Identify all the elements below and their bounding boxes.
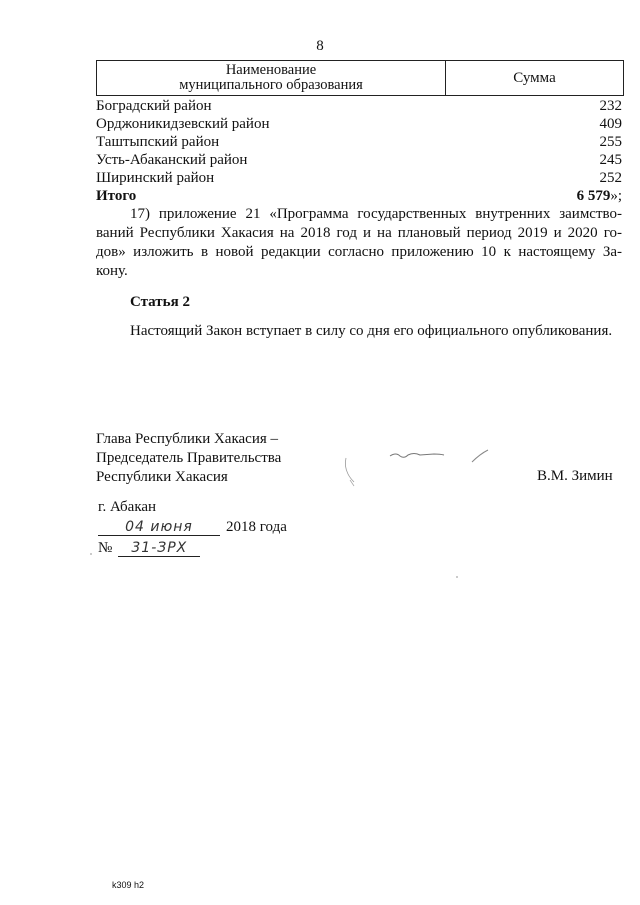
row-name: Боградский район [96, 98, 212, 114]
column-header-name-line1: Наименование [225, 62, 317, 78]
scan-speck [456, 576, 458, 578]
row-name: Ширинский район [96, 170, 215, 186]
row-value: 252 [599, 170, 622, 186]
date-handwritten: 04 июня [98, 519, 220, 536]
column-header-name [97, 61, 446, 95]
paragraph-line: кону. [96, 263, 128, 279]
row-name: Усть-Абаканский район [96, 152, 248, 168]
signer-name: В.М. Зимин [537, 468, 613, 484]
signatory-title [96, 430, 281, 487]
total-label: Итого [96, 188, 137, 204]
signatory-title-line3: Республики Хакасия [96, 469, 228, 485]
scan-speck [90, 553, 92, 555]
date-line [98, 519, 287, 536]
article-title: Статья 2 [130, 294, 190, 310]
page-number: 8 [316, 38, 324, 54]
table-row [96, 151, 622, 169]
footer-code: k309 h2 [112, 880, 145, 890]
total-suffix: »; [610, 188, 622, 204]
number-prefix: № [98, 540, 113, 556]
row-name: Таштыпский район [96, 134, 220, 150]
column-header-sum: Сумма [513, 69, 556, 86]
table-header [96, 60, 624, 96]
table-row [96, 133, 622, 151]
table-body [96, 97, 622, 205]
row-name: Орджоникидзевский район [96, 116, 270, 132]
total-value-wrap [577, 187, 622, 205]
table-total-row [96, 187, 622, 205]
total-value: 6 579 [576, 188, 611, 204]
number-line [98, 540, 200, 557]
signatory-title-line2: Председатель Правительства [96, 450, 282, 466]
paragraph-line: 17) приложение 21 «Программа государственных внутренних заимство- [130, 206, 622, 222]
paragraph-line: ваний Республики Хакасия на 2018 год и на плановый период 2019 и 2020 го- [96, 225, 622, 241]
table-row [96, 115, 622, 133]
row-value: 409 [599, 116, 622, 132]
row-value: 245 [599, 152, 622, 168]
handwritten-signature [330, 440, 500, 490]
column-header-name-line2: муниципального образования [179, 77, 363, 93]
date-suffix: 2018 года [226, 519, 287, 535]
table-row [96, 97, 622, 115]
table-row [96, 169, 622, 187]
amendment-paragraph [96, 205, 622, 281]
paragraph-line: дов» изложить в новой редакции согласно приложению 10 к настоящему За- [96, 244, 622, 260]
signatory-title-line1: Глава Республики Хакасия – [96, 431, 279, 447]
number-handwritten: 31-ЗРХ [118, 540, 200, 557]
article-text: Настоящий Закон вступает в силу со дня его официального опубликования. [130, 323, 613, 339]
row-value: 232 [599, 98, 622, 114]
row-value: 255 [599, 134, 622, 150]
place: г. Абакан [98, 499, 157, 515]
